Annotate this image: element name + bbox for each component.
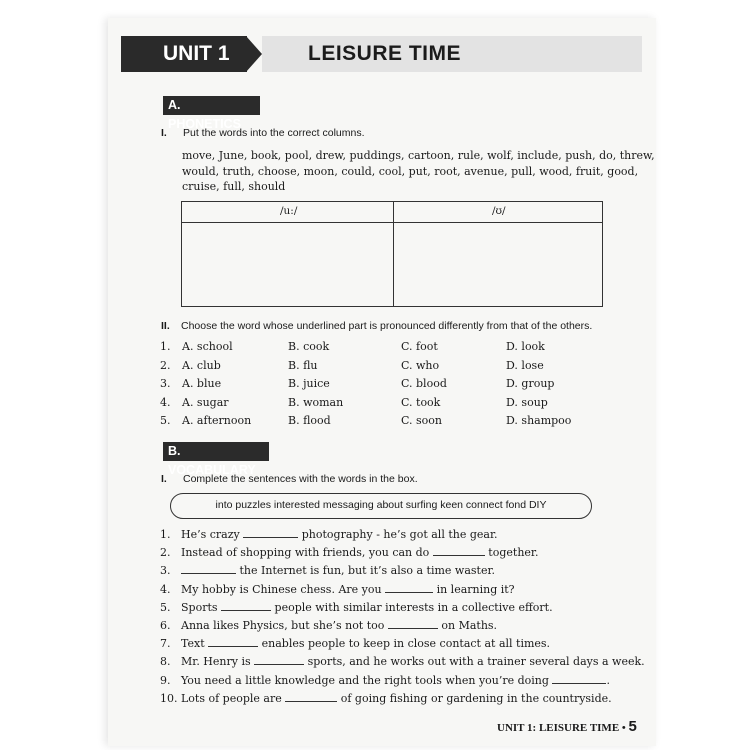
word-list-line: move, June, book, pool, drew, puddings, cartoon, rule, wolf, include, push, do, threw,: [182, 149, 655, 162]
answer-blank[interactable]: [385, 582, 433, 593]
question-number: 4.: [160, 395, 171, 409]
sentence-number: 8.: [160, 655, 171, 669]
answer-option: B. flood: [288, 414, 331, 427]
sentence-text-after: in learning it?: [433, 582, 515, 596]
sentence-number: 3.: [160, 564, 171, 578]
answer-option: C. foot: [401, 340, 438, 353]
answer-option: B. juice: [288, 377, 330, 390]
table-column-divider: [393, 202, 394, 306]
answer-blank[interactable]: [552, 673, 606, 684]
sentence-number: 10.: [160, 691, 178, 705]
word-list-line: cruise, full, should: [182, 180, 286, 193]
answer-option: D. lose: [506, 358, 544, 372]
sentence-number: 4.: [160, 582, 171, 596]
sentence-number: 7.: [160, 637, 171, 651]
answer-blank[interactable]: [254, 654, 304, 665]
question-number: 1.: [160, 340, 171, 353]
section-vocabulary-heading: B. VOCABULARY: [163, 442, 269, 461]
exercise-instruction: Choose the word whose underlined part is pronounced differently from that of the others.: [181, 320, 593, 332]
sentence-text-after: photography - he’s got all the gear.: [298, 528, 498, 541]
exercise-number: I.: [161, 473, 167, 485]
answer-option: B. woman: [288, 395, 344, 409]
answer-blank[interactable]: [285, 691, 337, 702]
sentence-item: [160, 600, 553, 614]
answer-option: A. afternoon: [182, 414, 252, 427]
word-box: into puzzles interested messaging about surfing keen connect fond DIY: [170, 493, 592, 519]
answer-option: B. flu: [288, 358, 318, 372]
section-phonetics-heading: A. PHONETICS: [163, 96, 260, 115]
answer-blank[interactable]: [433, 545, 485, 556]
sentence-text-before: You need a little knowledge and the right tools when you’re doing: [181, 673, 553, 687]
sentence-text-before: He’s crazy: [181, 528, 244, 541]
sentence-text-after: the Internet is fun, but it’s also a time waster.: [236, 564, 496, 578]
question-number: 2.: [160, 358, 171, 372]
answer-blank[interactable]: [208, 636, 258, 647]
answer-blank[interactable]: [243, 527, 298, 538]
sentence-text-after: together.: [484, 546, 539, 560]
answer-option: C. who: [401, 358, 440, 372]
sentence-item: [160, 545, 538, 559]
sentence-text-after: .: [606, 673, 610, 687]
answer-option: C. soon: [401, 414, 442, 427]
answer-option: D. group: [506, 377, 555, 390]
sentence-item: [160, 527, 498, 541]
answer-option: D. look: [506, 340, 545, 353]
sentence-text-before: Text: [181, 637, 209, 651]
answer-option: D. soup: [506, 395, 548, 409]
sentence-number: 2.: [160, 546, 171, 560]
page-footer: [497, 718, 637, 735]
answer-option: A. sugar: [182, 395, 229, 409]
sentence-text-before: Anna likes Physics, but she’s not too: [181, 619, 388, 632]
column-header-long-u: /u:/: [280, 205, 298, 217]
table-header-row: [182, 202, 602, 223]
sentence-item: [160, 563, 495, 577]
sentence-item: [160, 691, 612, 705]
sentence-number: 1.: [160, 528, 171, 541]
unit-title: LEISURE TIME: [308, 42, 462, 65]
sentence-text-before: Instead of shopping with friends, you can do: [181, 546, 433, 560]
column-header-short-u: /ʊ/: [492, 205, 506, 217]
exercise-number: I.: [161, 127, 167, 139]
answer-option: C. took: [401, 395, 441, 409]
sentence-number: 5.: [160, 600, 171, 614]
unit-arrow-shape: [246, 36, 262, 72]
exercise-instruction: Put the words into the correct columns.: [183, 127, 365, 139]
sound-columns-table: [181, 201, 603, 307]
sentence-item: [160, 618, 497, 632]
sentence-item: [160, 582, 515, 596]
sentence-text-after: on Maths.: [437, 619, 498, 632]
sentence-number: 6.: [160, 619, 171, 632]
page-number: 5: [628, 718, 637, 735]
sentence-item: [160, 636, 550, 650]
sentence-text-before: Mr. Henry is: [181, 655, 255, 669]
question-number: 3.: [160, 377, 171, 390]
sentence-text-after: enables people to keep in close contact at all times.: [258, 637, 551, 651]
unit-label: UNIT 1: [121, 36, 247, 72]
sentence-text-before: Lots of people are: [181, 691, 286, 705]
footer-bullet: •: [621, 722, 626, 734]
sentence-item: [160, 673, 610, 687]
answer-option: D. shampoo: [506, 414, 572, 427]
exercise-number: II.: [161, 320, 170, 332]
sentence-text-after: of going fishing or gardening in the countryside.: [337, 691, 612, 705]
answer-blank[interactable]: [181, 563, 236, 574]
question-number: 5.: [160, 414, 171, 427]
answer-option: A. blue: [182, 377, 222, 390]
sentence-item: [160, 654, 645, 668]
answer-option: B. cook: [288, 340, 330, 353]
sentence-text-after: people with similar interests in a collective effort.: [271, 600, 553, 614]
sentence-text-before: Sports: [181, 600, 222, 614]
answer-option: C. blood: [401, 377, 447, 390]
answer-blank[interactable]: [388, 618, 438, 629]
footer-unit-title: UNIT 1: LEISURE TIME: [497, 722, 620, 734]
word-list-line: would, truth, choose, moon, could, cool, put, root, avenue, pull, wood, fruit, good,: [182, 165, 639, 178]
sentence-text-before: My hobby is Chinese chess. Are you: [181, 582, 386, 596]
answer-blank[interactable]: [221, 600, 271, 611]
answer-option: A. club: [182, 358, 221, 372]
answer-option: A. school: [182, 340, 233, 353]
exercise-instruction: Complete the sentences with the words in the box.: [183, 473, 418, 485]
sentence-number: 9.: [160, 673, 171, 687]
sentence-text-after: sports, and he works out with a trainer several days a week.: [304, 655, 645, 669]
